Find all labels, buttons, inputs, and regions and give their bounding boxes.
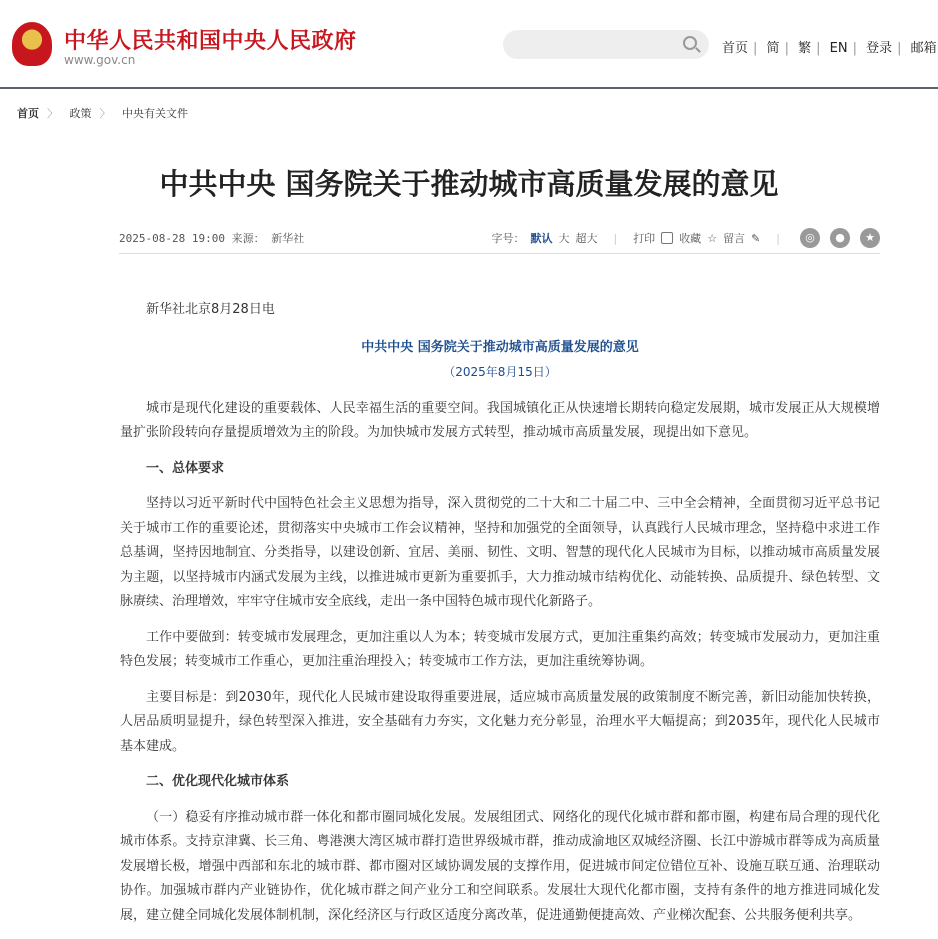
nav-login[interactable]: 登录	[866, 41, 893, 56]
font-size-default[interactable]: 默认	[530, 232, 553, 245]
publish-time: 2025-08-28 19:00	[119, 232, 225, 245]
favorite-button[interactable]: 收藏	[679, 232, 702, 245]
nav-home[interactable]: 首页	[722, 41, 749, 56]
paragraph: 坚持以习近平新时代中国特色社会主义思想为指导，深入贯彻党的二十大和二十届二中、三中全会精神，全面贯彻习近平总书记关于城市工作的重要论述，贯彻落实中央城市工作会议精神，坚持和加强党的全面领导，认真践行人民城市理念，坚持稳中求进工作总基调，坚持因地制宜、分类指导，以建设创新、宜居、美丽、韧性、文明、智慧的现代化人民城市为目标，以推动城市高质量发展为主题，以坚持城市内涵式发展为主线，以推进城市更新为重要抓手，大力推动城市结构优化、动能转换、品质提升、绿色转型、文脉赓续、治理增效，牢牢守住城市安全底线，走出一条中国特色城市现代化新路子。	[120, 496, 880, 609]
pencil-icon[interactable]: ✎	[751, 231, 761, 245]
comment-button[interactable]: 留言	[723, 232, 746, 245]
document-date: （2025年8月15日）	[443, 365, 557, 379]
section-heading: 二、优化现代化城市体系	[146, 774, 290, 789]
top-nav: 首页 | 简 | 繁 | EN | 登录 | 邮箱	[722, 41, 937, 56]
print-button[interactable]: 打印	[633, 232, 656, 245]
breadcrumb-home[interactable]: 首页	[17, 107, 39, 120]
weibo-icon[interactable]: ◎	[800, 228, 820, 248]
source-label: 来源：	[231, 232, 265, 245]
article-meta: 2025-08-28 19:00 来源： 新华社 字号： 默认 大 超大 | 打印 收藏 ☆ 留言 ✎ | ◎ ● ★	[119, 228, 880, 254]
breadcrumb: 首页 〉 政策 〉 中央有关文件	[17, 107, 188, 120]
source: 新华社	[271, 232, 305, 245]
site-title[interactable]: 中华人民共和国中央人民政府	[64, 29, 357, 54]
wechat-icon[interactable]: ●	[830, 228, 850, 248]
breadcrumb-policy[interactable]: 政策	[69, 107, 92, 120]
site-url: www.gov.cn	[64, 53, 136, 67]
star-icon[interactable]: ★	[860, 228, 880, 248]
nav-mail[interactable]: 邮箱	[910, 41, 937, 56]
document-title: 中共中央 国务院关于推动城市高质量发展的意见	[361, 339, 639, 355]
search-icon[interactable]	[683, 36, 697, 50]
national-emblem-logo[interactable]	[12, 22, 52, 66]
breadcrumb-central-docs[interactable]: 中央有关文件	[122, 107, 188, 120]
article-body	[120, 298, 880, 939]
star-outline-icon[interactable]: ☆	[707, 231, 718, 245]
paragraph: 工作中要做到：转变城市发展理念，更加注重以人为本；转变城市发展方式，更加注重集约高效；转变城市发展动力，更加注重特色发展；转变城市工作重心，更加注重治理投入；转变城市工作方法，更加注重统筹协调。	[120, 629, 880, 669]
section-heading: 一、总体要求	[146, 460, 225, 476]
printer-icon[interactable]	[661, 232, 673, 244]
nav-english[interactable]: EN	[829, 41, 848, 56]
paragraph: 主要目标是：到2030年，现代化人民城市建设取得重要进展，适应城市高质量发展的政策制度不断完善，新旧动能加快转换，人居品质明显提升，绿色转型深入推进，安全基础有力夯实，文化魅力充分彰显，治理水平大幅提高；到2035年，现代化人民城市基本建成。	[120, 689, 880, 754]
site-header	[0, 0, 938, 89]
search-input[interactable]	[503, 30, 709, 59]
nav-simplified[interactable]: 简	[766, 41, 780, 56]
font-size-large[interactable]: 大	[558, 232, 570, 245]
dateline: 新华社北京8月28日电	[146, 302, 275, 317]
paragraph: （一）稳妥有序推动城市群一体化和都市圈同城化发展。发展组团式、网络化的现代化城市群和都市圈，构建布局合理的现代化城市体系。支持京津冀、长三角、粤港澳大湾区城市群打造世界级城市群，推动成渝地区双城经济圈、长江中游城市群等成为高质量发展增长极，增强中西部和东北的城市群、都市圈对区域协调发展的支撑作用，促进城市间定位错位互补、设施互联互通、治理联动协作。加强城市群内产业链协作，优化城市群之间产业分工和空间联系。发展壮大现代化都市圈，支持有条件的地方推进同城化发展，建立健全同城化发展体制机制，深化经济区与行政区适度分离改革，促进通勤便捷高效、产业梯次配套、公共服务便利共享。	[120, 809, 880, 923]
paragraph: 城市是现代化建设的重要载体、人民幸福生活的重要空间。我国城镇化正从快速增长期转向稳定发展期，城市发展正从大规模增量扩张阶段转向存量提质增效为主的阶段。为加快城市发展方式转型，推动城市高质量发展，现提出如下意见。	[120, 400, 880, 440]
font-size-xlarge[interactable]: 超大	[575, 232, 598, 245]
page-title: 中共中央 国务院关于推动城市高质量发展的意见	[159, 167, 779, 201]
font-size-label: 字号：	[491, 232, 525, 245]
nav-traditional[interactable]: 繁	[798, 41, 812, 56]
